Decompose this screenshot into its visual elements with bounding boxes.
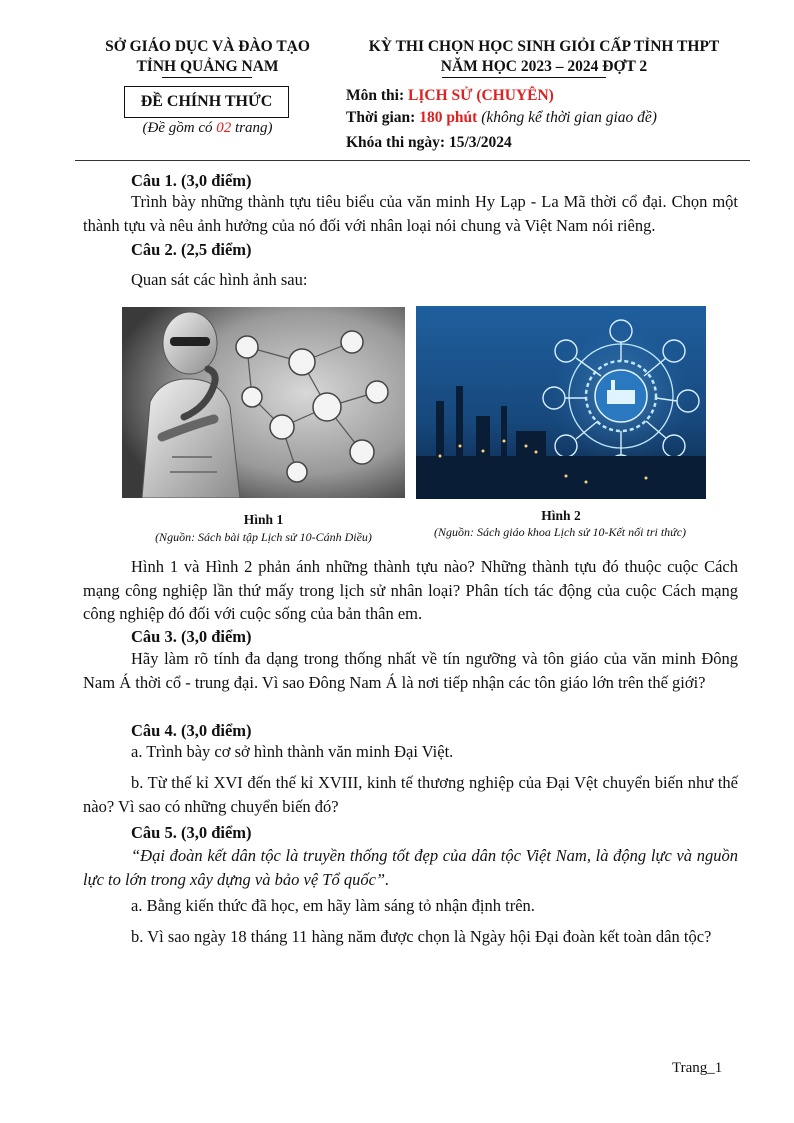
robot-illustration [122,307,405,498]
question-5-part-a: a. Bằng kiến thức đã học, em hãy làm sáng tỏ nhận định trên. [131,896,535,915]
figure-2-source: (Nguồn: Sách giáo khoa Lịch sử 10-Kết nối tri thức) [433,525,687,539]
page-count-note: (Đề gồm có 02 trang) [142,120,273,136]
time-line: Thời gian: 180 phút (không kể thời gian giao đề) [346,109,657,126]
exam-date: 15/3/2024 [448,134,512,151]
question-4-part-b: b. Từ thế kỉ XVI đến thế kỉ XVIII, kinh tế thương nghiệp của Đại Vệt chuyển biến như thế nào? Vì sao có những chuyển biến đó? [83,773,738,816]
figure-2-title: Hình 2 [541,508,581,523]
question-2-intro: Quan sát các hình ảnh sau: [131,270,308,289]
province-underline [162,77,252,78]
question-5-part-b: b. Vì sao ngày 18 tháng 11 hàng năm được chọn là Ngày hội Đại đoàn kết toàn dân tộc? [131,927,712,946]
question-5-title: Câu 5. (3,0 điểm) [131,823,252,842]
province-name: TỈNH QUẢNG NAM [136,58,279,75]
official-exam-box: ĐỀ CHÍNH THỨC [124,86,289,118]
header-divider [75,160,750,161]
question-1-title: Câu 1. (3,0 điểm) [131,171,252,190]
question-2-text: Hình 1 và Hình 2 phản ánh những thành tựu nào? Những thành tựu đó thuộc cuộc Cách mạng công nghiệp lần thứ mấy trong lịch sử nhân loại? Phân tích tác động của cuộc Cách mạng công nghiệp đó đối với cuộc sống của bản thân em. [83,557,738,623]
figure-1-source: (Nguồn: Sách bài tập Lịch sử 10-Cánh Diều) [155,530,372,544]
question-2-title: Câu 2. (2,5 điểm) [131,240,252,259]
figure-1-title: Hình 1 [243,512,284,527]
subject-line: Môn thi: LỊCH SỬ (CHUYÊN) [346,87,554,104]
time-value: 180 phút [419,109,478,126]
figure-2-image [416,306,706,499]
question-3-text: Hãy làm rõ tính đa dạng trong thống nhất về tín ngưỡng và tôn giáo của văn minh Đông Nam Á thời cổ - trung đại. Vì sao Đông Nam Á là nơi tiếp nhận các tôn giáo lớn trên thế giới? [83,649,738,692]
smart-factory-illustration [416,306,706,499]
question-3-title: Câu 3. (3,0 điểm) [131,627,252,646]
subject-value: LỊCH SỬ (CHUYÊN) [408,87,554,104]
department-name: SỞ GIÁO DỤC VÀ ĐÀO TẠO [105,38,310,55]
question-5-quote: “Đại đoàn kết dân tộc là truyền thống tốt đẹp của dân tộc Việt Nam, là động lực và nguồn lực to lớn trong xây dựng và bảo vệ Tổ quốc”. [83,846,738,889]
school-year-underline [442,77,606,78]
question-1-text: Trình bày những thành tựu tiêu biểu của văn minh Hy Lạp - La Mã thời cổ đại. Chọn một thành tựu và nêu ảnh hưởng của nó đối với nhân loại nói chung và Việt Nam nói riêng. [83,192,738,235]
question-4-title: Câu 4. (3,0 điểm) [131,721,252,740]
question-4-part-a: a. Trình bày cơ sở hình thành văn minh Đại Việt. [131,742,454,761]
school-year: NĂM HỌC 2023 – 2024 ĐỢT 2 [440,58,648,75]
exam-date-line: Khóa thi ngày: 15/3/2024 [346,134,512,151]
page-count: 02 [216,120,232,136]
exam-title: KỲ THI CHỌN HỌC SINH GIỎI CẤP TỈNH THPT [368,38,720,55]
figure-1-image [122,307,405,498]
page-number: Trang_1 [672,1060,723,1076]
